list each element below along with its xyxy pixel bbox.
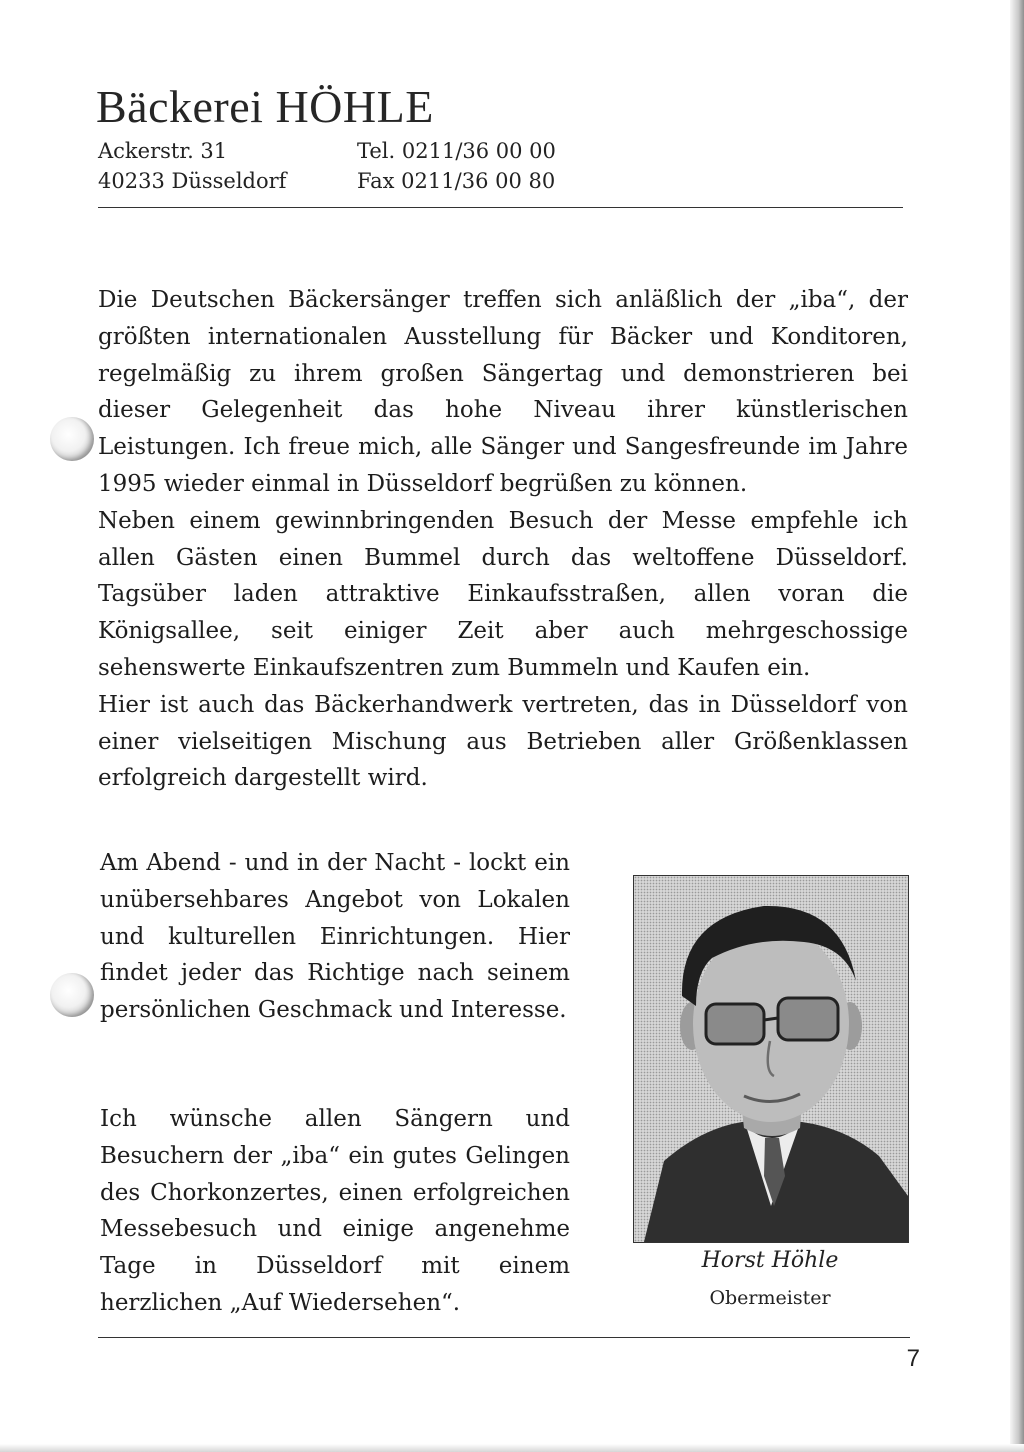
paragraph-city: Neben einem gewinnbringenden Besuch der Messe empfehle ich allen Gästen einen Bummel durch das weltoffene Düsseldorf. Tagsüber laden attraktive Einkaufsstraßen, allen voran die Königsallee, seit einiger Zeit aber auch mehrgeschossige sehenswerte Einkaufszentren zum Bummeln und Kaufen ein. (98, 507, 908, 681)
city-address: 40233 Düsseldorf (98, 169, 287, 193)
paragraph-trade: Hier ist auch das Bäckerhandwerk vertreten, das in Düsseldorf von einer vielseitigen Mischung aus Betrieben aller Größenklassen erfolgreich dargestellt wird. (98, 691, 908, 792)
header-divider (98, 207, 903, 208)
punch-hole-upper (50, 417, 94, 461)
photo-caption-role: Obermeister (709, 1287, 831, 1309)
fax-number: Fax 0211/36 00 80 (357, 169, 556, 193)
address-block (98, 136, 286, 196)
page-bottom-shadow (0, 1444, 1024, 1452)
page-edge-shadow (1010, 0, 1024, 1452)
column-text-closing (100, 1101, 570, 1322)
contact-block (357, 136, 556, 196)
footer-divider (98, 1337, 910, 1338)
main-text (98, 282, 908, 797)
page-number: 7 (906, 1345, 920, 1372)
page-title: Bäckerei HÖHLE (96, 81, 434, 132)
column-text-evening (100, 845, 570, 1029)
photo-caption-name: Horst Höhle (701, 1248, 839, 1273)
paragraph-intro: Die Deutschen Bäckersänger treffen sich anläßlich der „iba“, der größten internationalen Ausstellung für Bäcker und Konditoren, regelmäßig zu ihrem großen Sängertag und demonstrieren bei dieser Gelegenheit das hohe Niveau ihrer künstlerischen Leistungen. Ich freue mich, alle Sänger und Sangesfreunde im Jahre 1995 wieder einmal in Düsseldorf begrüßen zu können. (98, 287, 908, 497)
punch-hole-lower (50, 973, 94, 1017)
paragraph-closing: Ich wünsche allen Sängern und Besuchern der „iba“ ein gutes Gelingen des Chorkonzertes, einen erfolgreichen Messebesuch und einige angenehme Tage in Düsseldorf mit einem herzlichen „Auf Wiedersehen“. (100, 1106, 570, 1316)
phone-number: Tel. 0211/36 00 00 (357, 139, 556, 163)
street-address: Ackerstr. 31 (98, 139, 228, 163)
portrait-image (634, 876, 908, 1242)
paragraph-evening: Am Abend - und in der Nacht - lockt ein unübersehbares Angebot von Lokalen und kulturellen Einrichtungen. Hier findet jeder das Richtige nach seinem persönlichen Geschmack und Interesse. (100, 850, 570, 1024)
portrait-photo (633, 875, 909, 1243)
